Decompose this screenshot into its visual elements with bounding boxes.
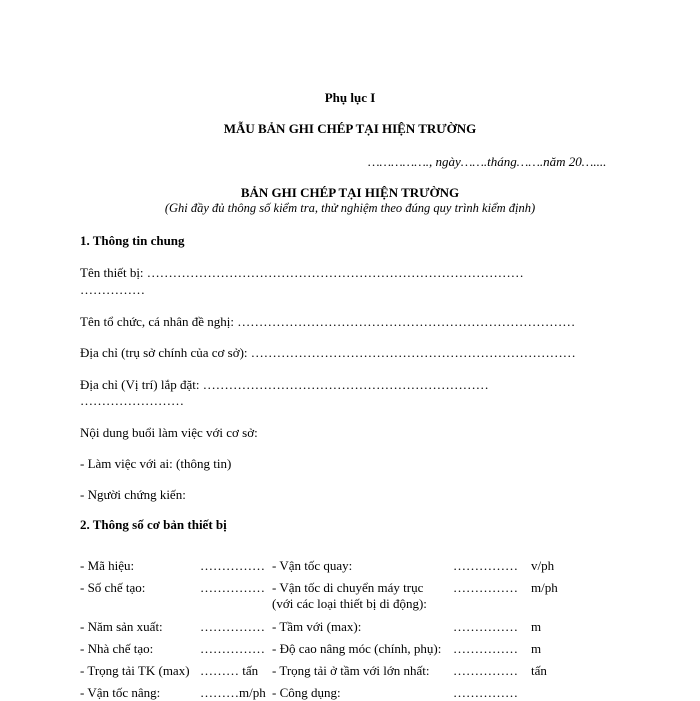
spec-left-label: - Mã hiệu: <box>80 558 135 573</box>
address-hq-field: Địa chỉ (trụ sở chính của cơ sở): ………………………………………………………………… <box>80 345 576 360</box>
spec-right-label: - Công dụng: <box>272 685 341 700</box>
spec-right-value: …………… <box>453 619 518 634</box>
spec-left-label: - Năm sản xuất: <box>80 619 163 634</box>
spec-left-label: - Số chế tạo: <box>80 580 146 595</box>
spec-left-value: …………… <box>200 558 265 573</box>
witness-label: - Người chứng kiến: <box>80 487 186 502</box>
spec-left-label: - Trọng tải TK (max) <box>80 663 190 678</box>
spec-right-value: …………… <box>453 685 518 700</box>
spec-left-value: ………m/ph <box>200 685 266 700</box>
section2-heading: 2. Thông số cơ bản thiết bị <box>80 517 227 532</box>
section1-heading: 1. Thông tin chung <box>80 233 185 248</box>
spec-right-label: - Độ cao nâng móc (chính, phụ): <box>272 641 442 656</box>
record-title: BẢN GHI CHÉP TẠI HIỆN TRƯỜNG <box>240 185 460 200</box>
org-name-field: Tên tổ chức, cá nhân đề nghị: …………………………………………………………………… <box>80 314 576 329</box>
spec-right-value: …………… <box>453 641 518 656</box>
spec-unit: m/ph <box>531 580 558 595</box>
spec-unit: v/ph <box>531 558 555 573</box>
spec-left-value: …………… <box>200 641 265 656</box>
spec-left-value: ……… tấn <box>200 663 259 678</box>
spec-right-value: …………… <box>453 580 518 595</box>
spec-left-label: - Nhà chế tạo: <box>80 641 154 656</box>
form-title: MẪU BẢN GHI CHÉP TẠI HIỆN TRƯỜNG <box>223 121 477 136</box>
spec-unit: m <box>531 619 542 634</box>
spec-right-label: - Tầm với (max): <box>272 619 362 634</box>
spec-right-value: …………… <box>453 558 518 573</box>
device-name-field: Tên thiết bị: …………………………………………………………………………… <box>80 265 524 280</box>
address-install-continuation: …………………… <box>80 393 184 408</box>
spec-unit: tấn <box>531 663 547 678</box>
spec-left-value: …………… <box>200 580 265 595</box>
spec-unit: m <box>531 641 542 656</box>
record-subtitle: (Ghi đầy đủ thông số kiểm tra, thử nghiệm theo đúng quy trình kiểm định) <box>164 201 536 215</box>
spec-right-label-cont: (với các loại thiết bị di động): <box>272 596 427 611</box>
spec-right-value: …………… <box>453 663 518 678</box>
spec-right-label: - Trọng tải ở tầm với lớn nhất: <box>272 663 430 678</box>
spec-left-value: …………… <box>200 619 265 634</box>
appendix-label: Phụ lục I <box>324 90 376 105</box>
spec-right-label: - Vận tốc di chuyển máy trục <box>272 580 424 595</box>
address-install-field: Địa chỉ (Vị trí) lắp đặt: ………………………………………………………… <box>80 377 489 392</box>
work-content-label: Nội dung buổi làm việc với cơ sở: <box>80 425 258 440</box>
date-line: ……………., ngày…….tháng…….năm 20….... <box>368 154 607 169</box>
spec-left-label: - Vận tốc nâng: <box>80 685 161 700</box>
spec-right-label: - Vận tốc quay: <box>272 558 353 573</box>
work-with-label: - Làm việc với ai: (thông tin) <box>80 456 232 471</box>
device-name-continuation: …………… <box>80 282 145 297</box>
